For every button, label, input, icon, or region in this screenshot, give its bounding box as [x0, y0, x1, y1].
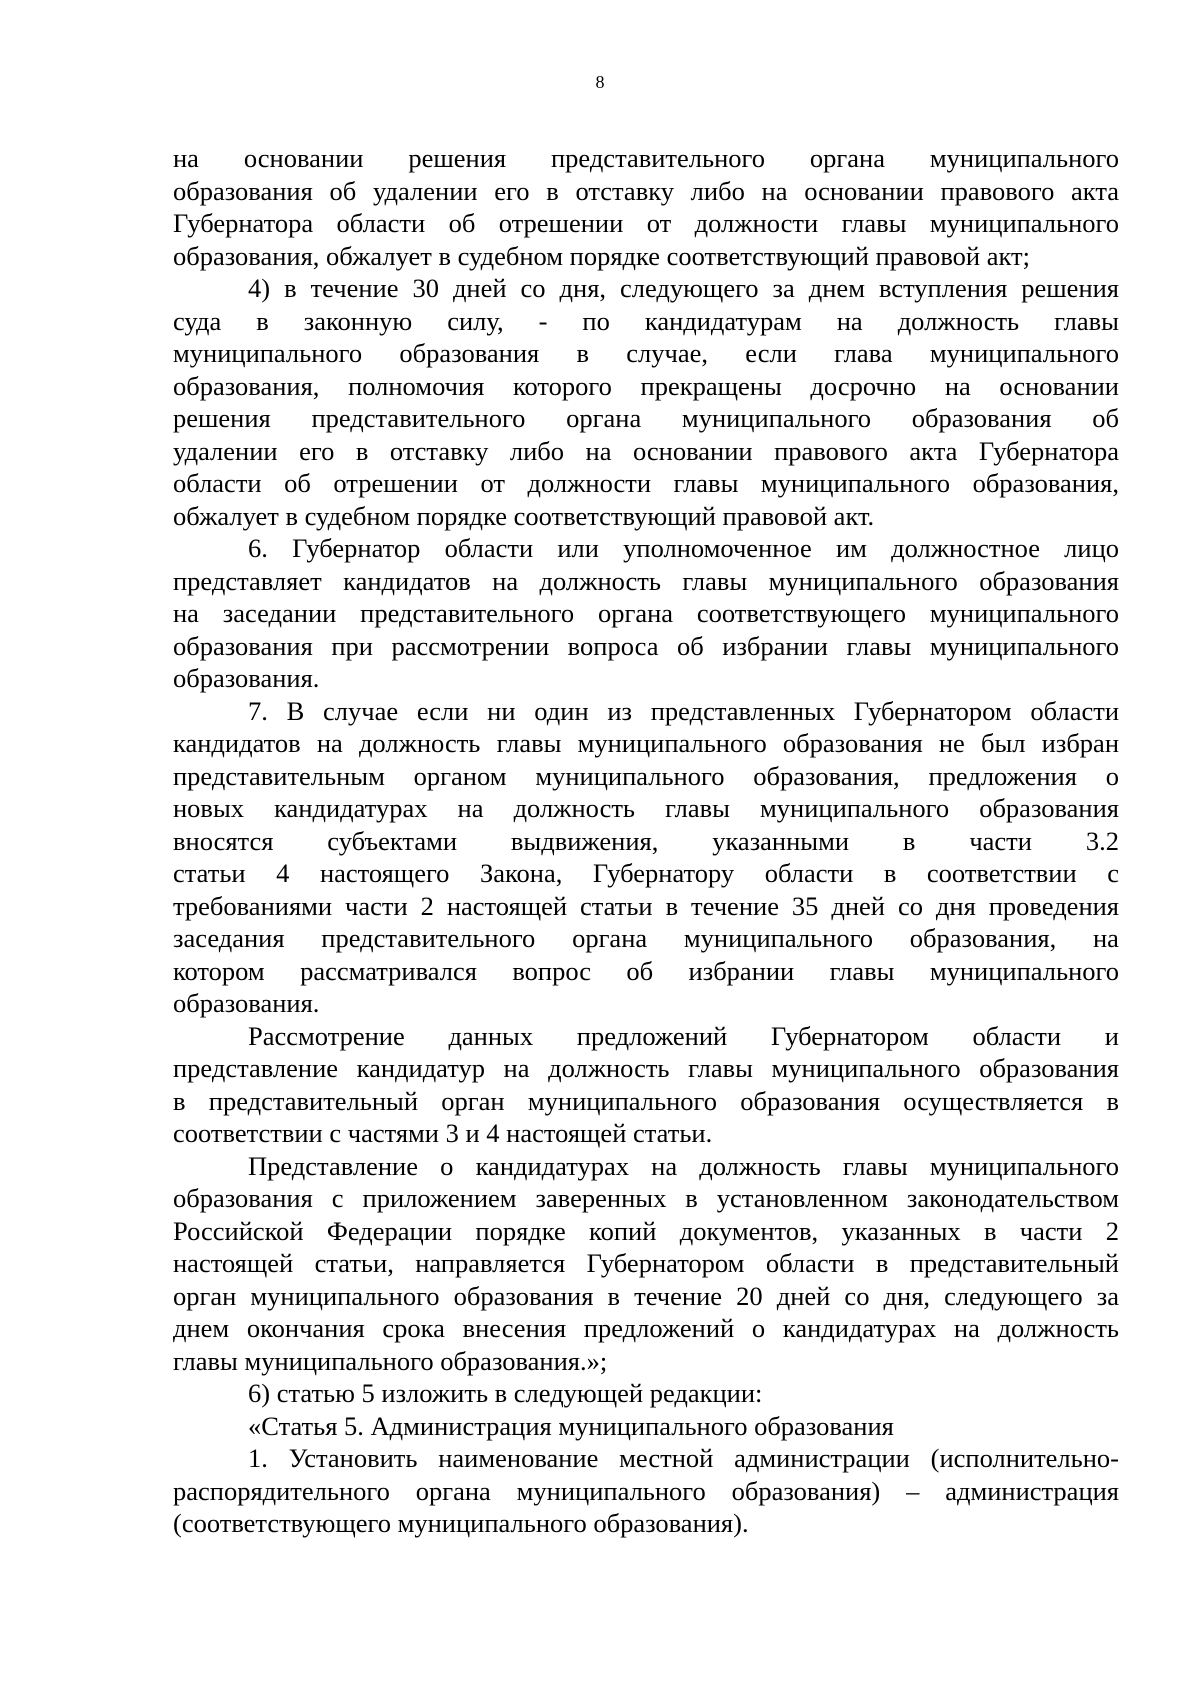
word: муниципального: [683, 923, 874, 953]
word: муниципального: [760, 793, 950, 823]
text-line: 6. Губернатор области или уполномоченное им должностное лицо: [248, 533, 1119, 563]
word: в: [902, 825, 916, 856]
text-line: на заседании представительного органа соответствующего муниципального: [173, 598, 1119, 628]
text-line: [173, 792, 1119, 825]
word: основании: [243, 143, 364, 173]
text-line: (соответствующего муниципального образования).: [173, 1508, 749, 1538]
text-line: Представление о кандидатурах на должность главы муниципального: [248, 1150, 1119, 1181]
text-line: требованиями части 2 настоящей статьи в течение 35 дней со дня проведения: [173, 890, 1119, 921]
text-line: [173, 825, 1119, 858]
text-line: [173, 305, 1119, 338]
word: по: [582, 305, 610, 336]
text-line: образования об удалении его в отставку либо на основании правового акта: [173, 175, 1119, 206]
text-line: соответствии с частями 3 и 4 настоящей статьи.: [173, 1118, 713, 1148]
word: Рассмотрение: [248, 1020, 405, 1051]
word: вносятся: [173, 825, 274, 856]
word: на: [173, 143, 199, 173]
word: органа: [566, 403, 642, 433]
text-line: образования.: [173, 988, 320, 1018]
word: и: [1104, 1020, 1119, 1051]
text-line: [173, 857, 1119, 890]
text-line: представляет кандидатов на должность главы муниципального образования: [173, 565, 1119, 596]
word: области: [972, 1020, 1062, 1051]
text-line: образования.: [173, 663, 320, 693]
word: настоящего: [319, 858, 450, 888]
text-line: 4) в течение 30 дней со дня, следующего за днем вступления решения: [248, 273, 1119, 303]
word: части: [969, 825, 1032, 856]
word: суда: [173, 305, 222, 336]
word: силу,: [447, 305, 504, 336]
text-line: «Статья 5. Администрация муниципального образования: [248, 1410, 894, 1441]
word: статьи: [173, 858, 246, 888]
word: избрании: [688, 955, 795, 986]
word: -: [538, 305, 548, 336]
word: Закона,: [479, 858, 563, 888]
word: образования: [399, 338, 540, 368]
word: указанными: [712, 825, 850, 856]
document-body: [173, 142, 1119, 1540]
word: 3.2: [1085, 825, 1119, 856]
text-line: главы муниципального образования.»;: [173, 1345, 608, 1376]
text-line: настоящей статьи, направляется Губернатором области в представительный: [173, 1248, 1119, 1278]
word: кандидатурах: [274, 793, 428, 823]
word: случае,: [626, 338, 708, 368]
word: вопрос: [512, 955, 592, 986]
word: муниципального: [173, 338, 363, 368]
text-line: области об отрешении от должности главы муниципального образования,: [173, 468, 1119, 498]
word: муниципального: [681, 403, 872, 433]
word: главы: [665, 793, 730, 823]
text-line: представление кандидатур на должность главы муниципального образования: [173, 1053, 1119, 1083]
word: на: [1092, 923, 1119, 953]
word: области: [764, 858, 854, 888]
text-line: [173, 1020, 1119, 1053]
text-line: обжалует в судебном порядке соответствующий правовой акт.: [173, 500, 875, 531]
word: органа: [809, 143, 885, 173]
text-line: распорядительного органа муниципального образования) – администрация: [173, 1475, 1119, 1506]
text-line: [173, 922, 1119, 955]
text-line: [173, 402, 1119, 435]
text-line: [173, 337, 1119, 370]
word: об: [626, 955, 654, 986]
word: в: [576, 338, 589, 368]
word: муниципального: [929, 955, 1119, 986]
text-line: образования с приложением заверенных в установленном законодательством: [173, 1183, 1119, 1213]
word: новых: [173, 793, 244, 823]
word: образования,: [909, 923, 1057, 953]
word: представительного: [550, 143, 765, 173]
word: должность: [897, 305, 1020, 336]
text-line: 6) статью 5 изложить в следующей редакции:: [248, 1378, 763, 1408]
word: представительного: [321, 923, 536, 953]
text-line: Губернатора области об отрешении от должности главы муниципального: [173, 208, 1119, 238]
word: в: [883, 858, 897, 888]
word: муниципального: [929, 338, 1119, 368]
text-line: [173, 955, 1119, 988]
word: 4: [276, 858, 290, 888]
word: данных: [448, 1020, 534, 1051]
word: должность: [513, 793, 636, 823]
text-line: днем окончания срока внесения предложений о кандидатурах на должность: [173, 1313, 1119, 1343]
text-line: 7. В случае если ни один из представленных Губернатором области: [248, 695, 1119, 726]
word: представительного: [311, 403, 526, 433]
word: решения: [408, 143, 507, 173]
word: в: [256, 305, 269, 336]
word: субъектами: [327, 825, 458, 856]
word: котором: [173, 955, 265, 986]
word: соответствии: [926, 858, 1077, 888]
word: заседания: [173, 923, 285, 953]
word: с: [1107, 858, 1119, 888]
word: органа: [572, 923, 648, 953]
word: главы: [1054, 305, 1119, 336]
text-line: образования, полномочия которого прекращены досрочно на основании: [173, 370, 1119, 401]
word: об: [1092, 403, 1119, 433]
word: решения: [173, 403, 271, 433]
word: кандидатурам: [644, 305, 802, 336]
word: главы: [829, 955, 895, 986]
word: муниципального: [929, 143, 1119, 173]
text-line: 1. Установить наименование местной администрации (исполнительно-: [248, 1443, 1119, 1473]
page-number: 8: [595, 72, 605, 92]
text-line: представительным органом муниципального образования, предложения о: [173, 760, 1119, 791]
text-line: образования при рассмотрении вопроса об избрании главы муниципального: [173, 630, 1119, 661]
text-line: [173, 142, 1119, 175]
word: на: [836, 305, 863, 336]
word: законную: [303, 305, 413, 336]
word: образования: [979, 793, 1119, 823]
word: Губернатором: [770, 1020, 929, 1051]
text-line: образования, обжалует в судебном порядке соответствующий правовой акт;: [173, 240, 1030, 271]
word: рассматривался: [300, 955, 477, 986]
word: на: [457, 793, 484, 823]
word: глава: [834, 338, 893, 368]
text-line: орган муниципального образования в течение 20 дней со дня, следующего за: [173, 1280, 1119, 1311]
word: Губернатору: [592, 858, 735, 888]
word: предложений: [576, 1020, 728, 1051]
text-line: Российской Федерации порядке копий документов, указанных в части 2: [173, 1215, 1119, 1246]
text-line: удалении его в отставку либо на основании правового акта Губернатора: [173, 435, 1119, 466]
word: образования: [911, 403, 1052, 433]
word: выдвижения,: [510, 825, 659, 856]
word: если: [745, 338, 797, 368]
text-line: в представительный орган муниципального образования осуществляется в: [173, 1085, 1119, 1116]
text-line: кандидатов на должность главы муниципального образования не был избран: [173, 728, 1119, 758]
